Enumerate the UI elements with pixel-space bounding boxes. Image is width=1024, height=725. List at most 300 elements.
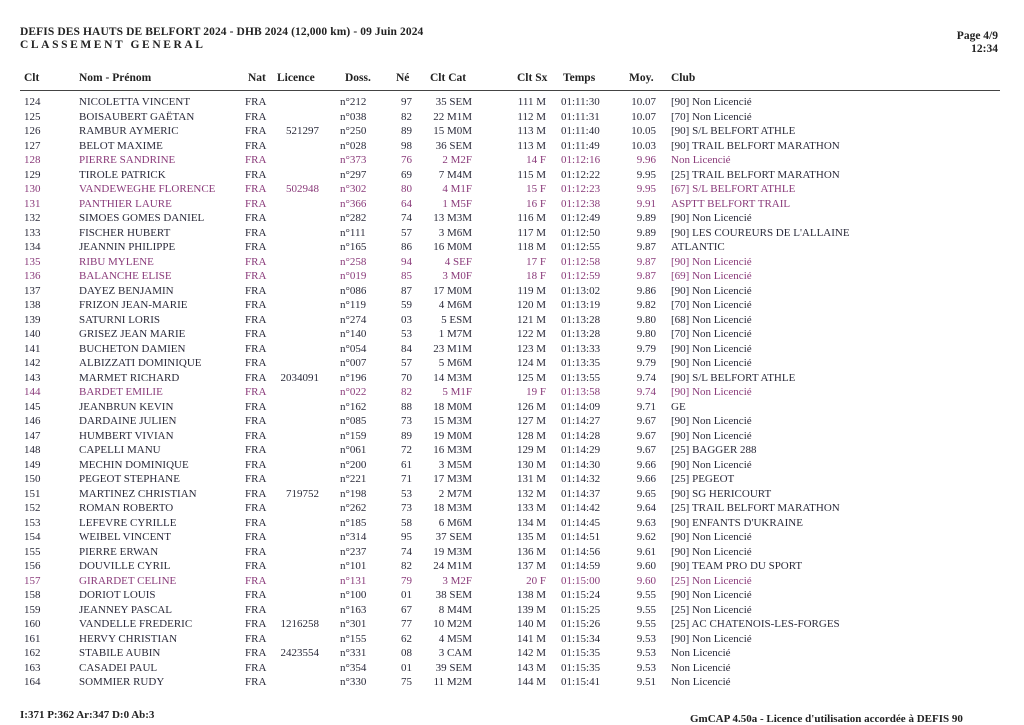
col-header-cltsx: Clt Sx: [517, 72, 548, 84]
cell-cltsx: 119 M: [517, 284, 546, 297]
cell-temps: 01:14:09: [561, 400, 601, 413]
cell-clt: 159: [24, 603, 41, 616]
cell-temps: 01:14:51: [561, 531, 601, 543]
cell-club: ASPTT BELFORT TRAIL: [671, 197, 791, 210]
cell-temps: 01:15:25: [561, 603, 601, 616]
cell-doss: n°140: [340, 328, 367, 340]
cell-temps: 01:14:27: [561, 415, 601, 427]
cell-cltcat: 22 M1M: [433, 110, 472, 123]
cell-cltcat: 38 SEM: [435, 589, 472, 601]
cell-name: JEANBRUN KEVIN: [79, 400, 174, 413]
cell-doss: n°159: [340, 429, 367, 442]
cell-moy: 9.89: [636, 226, 656, 239]
cell-moy: 9.63: [636, 516, 656, 529]
footer-stats: I:371 P:362 Ar:347 D:0 Ab:3: [20, 709, 155, 721]
cell-nat: FRA: [245, 183, 267, 195]
cell-name: JEANNEY PASCAL: [79, 603, 173, 616]
cell-club: [25] PEGEOT: [671, 473, 735, 485]
cell-moy: 9.55: [636, 589, 656, 601]
col-header-clt: Clt: [24, 72, 40, 84]
cell-ne: 82: [401, 560, 412, 572]
cell-cltcat: 6 M6M: [438, 516, 472, 529]
cell-club: [90] Non Licencié: [671, 284, 752, 297]
cell-temps: 01:13:35: [561, 357, 601, 369]
table-row: [0, 487, 1024, 502]
cell-clt: 132: [24, 212, 41, 224]
cell-temps: 01:12:22: [561, 168, 601, 181]
cell-temps: 01:13:28: [561, 328, 601, 340]
cell-cltcat: 3 CAM: [438, 647, 472, 659]
cell-clt: 137: [24, 284, 41, 297]
cell-ne: 71: [401, 473, 412, 485]
cell-ne: 84: [401, 342, 412, 355]
table-row: [0, 385, 1024, 400]
cell-licence: 2423554: [280, 647, 319, 659]
cell-doss: n°200: [340, 458, 367, 471]
cell-name: MECHIN DOMINIQUE: [79, 458, 189, 471]
cell-doss: n°212: [340, 96, 367, 108]
cell-doss: n°111: [340, 226, 366, 239]
cell-temps: 01:11:49: [561, 139, 600, 152]
cell-cltcat: 17 M0M: [433, 284, 472, 297]
cell-club: [90] ENFANTS D'UKRAINE: [671, 516, 803, 529]
cell-cltsx: 124 M: [516, 357, 546, 369]
cell-temps: 01:15:35: [561, 661, 601, 674]
cell-nat: FRA: [245, 473, 267, 485]
cell-cltcat: 18 M0M: [433, 400, 472, 413]
cell-cltcat: 36 SEM: [435, 139, 472, 152]
cell-ne: 77: [401, 618, 412, 630]
cell-name: BOISAUBERT GAËTAN: [79, 110, 195, 123]
cell-clt: 142: [24, 357, 41, 369]
cell-name: HUMBERT VIVIAN: [79, 429, 174, 442]
table-row: [0, 327, 1024, 342]
cell-club: [90] Non Licencié: [671, 415, 752, 427]
cell-name: DARDAINE JULIEN: [79, 415, 177, 427]
cell-name: SOMMIER RUDY: [79, 676, 165, 688]
cell-cltcat: 15 M0M: [433, 125, 472, 137]
cell-cltsx: 138 M: [516, 589, 546, 601]
cell-cltsx: 133 M: [516, 502, 546, 514]
cell-club: [90] Non Licencié: [671, 589, 752, 601]
col-header-name: Nom - Prénom: [79, 72, 152, 84]
cell-nat: FRA: [245, 574, 267, 587]
cell-name: BUCHETON DAMIEN: [79, 342, 186, 355]
cell-temps: 01:13:19: [561, 299, 601, 311]
cell-moy: 9.65: [636, 487, 656, 500]
table-row: [0, 197, 1024, 212]
cell-club: [90] Non Licencié: [671, 632, 752, 645]
cell-cltcat: 4 SEF: [444, 255, 472, 268]
cell-ne: 82: [401, 110, 412, 123]
table-row: [0, 269, 1024, 284]
table-row: [0, 443, 1024, 458]
cell-clt: 129: [24, 168, 41, 181]
document-title: DEFIS DES HAUTS DE BELFORT 2024 - DHB 2024 (12,000 km) - 09 Juin 2024: [20, 26, 424, 38]
cell-clt: 164: [24, 676, 41, 688]
table-row: [0, 284, 1024, 299]
cell-cltsx: 130 M: [516, 458, 546, 471]
cell-nat: FRA: [245, 212, 267, 224]
cell-club: [90] Non Licencié: [671, 96, 752, 108]
cell-nat: FRA: [245, 487, 267, 500]
cell-name: CAPELLI MANU: [79, 444, 161, 456]
cell-clt: 153: [24, 516, 41, 529]
cell-cltsx: 143 M: [516, 661, 546, 674]
cell-name: SIMOES GOMES DANIEL: [79, 212, 205, 224]
cell-club: [25] TRAIL BELFORT MARATHON: [671, 502, 840, 514]
cell-cltsx: 111 M: [517, 96, 546, 108]
cell-cltcat: 11 M2M: [433, 676, 472, 688]
cell-ne: 01: [401, 589, 412, 601]
cell-cltsx: 125 M: [516, 371, 546, 384]
cell-clt: 151: [24, 487, 41, 500]
cell-temps: 01:13:02: [561, 284, 601, 297]
cell-cltsx: 129 M: [516, 444, 546, 456]
cell-cltsx: 113 M: [517, 139, 546, 152]
cell-doss: n°262: [340, 502, 367, 514]
cell-nat: FRA: [245, 386, 267, 398]
cell-club: [90] Non Licencié: [671, 531, 752, 543]
cell-doss: n°019: [340, 270, 367, 282]
cell-ne: 69: [401, 168, 412, 181]
cell-cltsx: 19 F: [526, 386, 546, 398]
cell-name: MARTINEZ CHRISTIAN: [79, 487, 197, 500]
cell-nat: FRA: [245, 328, 267, 340]
cell-club: [70] Non Licencié: [671, 110, 752, 123]
cell-cltsx: 20 F: [526, 574, 546, 587]
cell-licence: 521297: [286, 125, 319, 137]
cell-temps: 01:14:42: [561, 502, 601, 514]
cell-nat: FRA: [245, 516, 267, 529]
cell-nat: FRA: [245, 603, 267, 616]
cell-licence: 502948: [286, 183, 319, 195]
cell-clt: 127: [24, 139, 41, 152]
cell-cltcat: 23 M1M: [433, 342, 472, 355]
cell-moy: 9.95: [636, 168, 656, 181]
cell-temps: 01:15:34: [561, 632, 601, 645]
cell-clt: 144: [24, 386, 41, 398]
cell-cltsx: 15 F: [526, 183, 546, 195]
cell-nat: FRA: [245, 647, 267, 659]
cell-temps: 01:13:33: [561, 342, 601, 355]
cell-cltcat: 16 M3M: [433, 444, 472, 456]
cell-cltcat: 15 M3M: [433, 415, 472, 427]
cell-doss: n°301: [340, 618, 367, 630]
cell-moy: 9.66: [636, 473, 656, 485]
cell-clt: 124: [24, 96, 41, 108]
cell-clt: 155: [24, 545, 41, 558]
table-row: [0, 240, 1024, 255]
table-row: [0, 371, 1024, 386]
cell-doss: n°354: [340, 661, 367, 674]
table-row: [0, 211, 1024, 226]
cell-clt: 152: [24, 502, 41, 514]
cell-club: [70] Non Licencié: [671, 328, 752, 340]
cell-ne: 61: [401, 458, 412, 471]
cell-cltsx: 123 M: [516, 342, 546, 355]
cell-moy: 9.79: [636, 357, 656, 369]
cell-name: LEFEVRE CYRILLE: [79, 516, 177, 529]
cell-cltcat: 3 M0F: [442, 270, 472, 282]
cell-moy: 9.80: [636, 313, 656, 326]
col-header-moy: Moy.: [629, 72, 654, 84]
table-row: [0, 516, 1024, 531]
cell-name: RIBU MYLENE: [79, 255, 154, 268]
cell-cltcat: 3 M2F: [442, 574, 472, 587]
cell-doss: n°162: [340, 400, 367, 413]
cell-nat: FRA: [245, 560, 267, 572]
cell-licence: 719752: [286, 487, 319, 500]
cell-cltcat: 1 M7M: [438, 328, 472, 340]
cell-name: GIRARDET CELINE: [79, 574, 177, 587]
table-row: [0, 298, 1024, 313]
cell-cltsx: 140 M: [516, 618, 546, 630]
cell-cltsx: 113 M: [517, 125, 546, 137]
cell-clt: 130: [24, 183, 41, 195]
cell-doss: n°297: [340, 168, 367, 181]
cell-doss: n°302: [340, 183, 367, 195]
cell-cltsx: 137 M: [516, 560, 546, 572]
cell-moy: 9.53: [636, 661, 656, 674]
header-divider: [20, 90, 1000, 91]
cell-club: [90] S/L BELFORT ATHLE: [671, 125, 796, 137]
cell-cltsx: 16 F: [526, 197, 546, 210]
cell-moy: 9.61: [636, 545, 656, 558]
cell-temps: 01:14:37: [561, 487, 601, 500]
cell-ne: 89: [401, 125, 412, 137]
cell-name: PIERRE SANDRINE: [79, 154, 176, 166]
cell-temps: 01:15:41: [561, 676, 601, 688]
cell-moy: 9.80: [636, 328, 656, 340]
cell-temps: 01:11:31: [561, 110, 600, 123]
cell-cltcat: 35 SEM: [435, 96, 472, 108]
cell-ne: 53: [401, 487, 412, 500]
cell-ne: 87: [401, 284, 412, 297]
cell-ne: 76: [401, 154, 412, 166]
cell-nat: FRA: [245, 96, 267, 108]
cell-cltcat: 13 M3M: [433, 212, 472, 224]
cell-name: HERVY CHRISTIAN: [79, 632, 178, 645]
cell-nat: FRA: [245, 632, 267, 645]
cell-doss: n°007: [340, 357, 367, 369]
cell-club: [25] Non Licencié: [671, 603, 752, 616]
cell-cltsx: 136 M: [516, 545, 546, 558]
cell-doss: n°366: [340, 197, 367, 210]
cell-cltsx: 131 M: [516, 473, 546, 485]
cell-cltsx: 117 M: [517, 226, 546, 239]
table-row: [0, 255, 1024, 270]
cell-doss: n°373: [340, 154, 367, 166]
cell-cltsx: 120 M: [516, 299, 546, 311]
page-info: [957, 30, 998, 56]
cell-nat: FRA: [245, 241, 267, 253]
cell-club: [90] SG HERICOURT: [671, 487, 772, 500]
cell-club: Non Licencié: [671, 154, 731, 166]
cell-ne: 58: [401, 516, 412, 529]
cell-name: BARDET EMILIE: [79, 386, 163, 398]
cell-club: [69] Non Licencié: [671, 270, 752, 282]
cell-doss: n°038: [340, 110, 367, 123]
cell-temps: 01:14:28: [561, 429, 601, 442]
table-row: [0, 646, 1024, 661]
cell-name: STABILE AUBIN: [79, 647, 161, 659]
cell-nat: FRA: [245, 357, 267, 369]
cell-name: ROMAN ROBERTO: [79, 502, 174, 514]
cell-name: TIROLE PATRICK: [79, 168, 166, 181]
table-row: [0, 545, 1024, 560]
cell-name: ALBIZZATI DOMINIQUE: [79, 357, 202, 369]
table-row: [0, 414, 1024, 429]
cell-temps: 01:11:40: [561, 125, 600, 137]
cell-cltsx: 116 M: [517, 212, 546, 224]
cell-name: PANTHIER LAURE: [79, 197, 172, 210]
col-header-temps: Temps: [563, 72, 596, 84]
cell-name: PEGEOT STEPHANE: [79, 473, 180, 485]
cell-doss: n°165: [340, 241, 367, 253]
cell-nat: FRA: [245, 371, 267, 384]
cell-club: [90] Non Licencié: [671, 255, 752, 268]
cell-cltsx: 142 M: [516, 647, 546, 659]
cell-name: FRIZON JEAN-MARIE: [79, 299, 188, 311]
cell-nat: FRA: [245, 226, 267, 239]
cell-doss: n°163: [340, 603, 367, 616]
table-row: [0, 226, 1024, 241]
cell-temps: 01:12:55: [561, 241, 601, 253]
cell-doss: n°331: [340, 647, 367, 659]
cell-cltsx: 122 M: [516, 328, 546, 340]
cell-cltsx: 18 F: [526, 270, 546, 282]
table-row: [0, 182, 1024, 197]
cell-clt: 140: [24, 328, 41, 340]
cell-club: [25] AC CHATENOIS-LES-FORGES: [671, 618, 840, 630]
cell-club: [90] Non Licencié: [671, 357, 752, 369]
cell-ne: 67: [401, 603, 412, 616]
table-row: [0, 429, 1024, 444]
cell-cltcat: 16 M0M: [433, 241, 472, 253]
table-row: [0, 632, 1024, 647]
cell-moy: 9.74: [636, 386, 656, 398]
document-subtitle: CLASSEMENT GENERAL: [20, 39, 206, 51]
cell-moy: 9.82: [636, 299, 656, 311]
cell-cltcat: 5 M1F: [442, 386, 472, 398]
cell-cltcat: 39 SEM: [435, 661, 472, 674]
cell-ne: 95: [401, 531, 412, 543]
cell-temps: 01:13:55: [561, 371, 601, 384]
table-row: [0, 574, 1024, 589]
cell-ne: 62: [401, 632, 412, 645]
cell-club: [25] TRAIL BELFORT MARATHON: [671, 168, 840, 181]
cell-doss: n°274: [340, 313, 367, 326]
cell-ne: 74: [401, 545, 412, 558]
cell-nat: FRA: [245, 110, 267, 123]
cell-ne: 70: [401, 371, 412, 384]
cell-clt: 136: [24, 270, 41, 282]
cell-name: VANDEWEGHE FLORENCE: [79, 183, 216, 195]
cell-club: Non Licencié: [671, 676, 731, 688]
cell-ne: 74: [401, 212, 412, 224]
cell-moy: 9.60: [636, 574, 656, 587]
cell-name: MARMET RICHARD: [79, 371, 180, 384]
cell-cltcat: 5 ESM: [441, 313, 472, 326]
cell-clt: 163: [24, 661, 41, 674]
cell-clt: 143: [24, 371, 41, 384]
cell-club: Non Licencié: [671, 661, 731, 674]
cell-licence: 2034091: [280, 371, 319, 384]
table-row: [0, 153, 1024, 168]
cell-moy: 10.07: [631, 96, 656, 108]
cell-clt: 148: [24, 444, 41, 456]
cell-cltsx: 115 M: [517, 168, 546, 181]
cell-doss: n°054: [340, 342, 367, 355]
table-row: [0, 603, 1024, 618]
cell-doss: n°061: [340, 444, 367, 456]
cell-club: [70] Non Licencié: [671, 299, 752, 311]
cell-moy: 9.74: [636, 371, 656, 384]
cell-moy: 10.07: [631, 110, 656, 123]
cell-clt: 126: [24, 125, 41, 137]
cell-moy: 9.67: [636, 444, 656, 456]
table-row: [0, 588, 1024, 603]
cell-clt: 128: [24, 154, 41, 166]
footer-software: GmCAP 4.50a - Licence d'utilisation accordée à DEFIS 90: [690, 713, 963, 725]
cell-name: CASADEI PAUL: [79, 661, 158, 674]
cell-club: [90] Non Licencié: [671, 342, 752, 355]
cell-cltcat: 10 M2M: [433, 618, 472, 630]
cell-temps: 01:12:38: [561, 197, 601, 210]
cell-temps: 01:12:50: [561, 226, 601, 239]
cell-clt: 133: [24, 226, 41, 239]
cell-temps: 01:12:59: [561, 270, 601, 282]
cell-name: RAMBUR AYMERIC: [79, 125, 179, 137]
cell-ne: 73: [401, 502, 412, 514]
cell-temps: 01:12:16: [561, 154, 601, 166]
cell-clt: 141: [24, 342, 41, 355]
table-row: [0, 313, 1024, 328]
cell-name: VANDELLE FREDERIC: [79, 618, 193, 630]
cell-nat: FRA: [245, 589, 267, 601]
cell-ne: 53: [401, 328, 412, 340]
cell-club: [25] Non Licencié: [671, 574, 752, 587]
cell-nat: FRA: [245, 284, 267, 297]
cell-name: JEANNIN PHILIPPE: [79, 241, 176, 253]
cell-cltcat: 17 M3M: [433, 473, 472, 485]
cell-clt: 147: [24, 429, 41, 442]
cell-temps: 01:13:58: [561, 386, 601, 398]
cell-ne: 88: [401, 400, 412, 413]
table-row: [0, 559, 1024, 574]
cell-name: GRISEZ JEAN MARIE: [79, 328, 186, 340]
cell-cltcat: 2 M2F: [442, 154, 472, 166]
cell-cltcat: 7 M4M: [438, 168, 472, 181]
cell-moy: 9.67: [636, 415, 656, 427]
cell-moy: 9.53: [636, 632, 656, 645]
cell-temps: 01:14:56: [561, 545, 601, 558]
cell-ne: 57: [401, 357, 412, 369]
cell-clt: 154: [24, 531, 41, 543]
table-row: [0, 356, 1024, 371]
cell-clt: 146: [24, 415, 41, 427]
cell-clt: 131: [24, 197, 41, 210]
cell-club: GE: [671, 400, 686, 413]
table-row: [0, 400, 1024, 415]
col-header-doss: Doss.: [345, 72, 371, 84]
table-row: [0, 124, 1024, 139]
cell-clt: 162: [24, 647, 41, 659]
table-row: [0, 458, 1024, 473]
cell-clt: 150: [24, 473, 41, 485]
cell-clt: 134: [24, 241, 41, 253]
